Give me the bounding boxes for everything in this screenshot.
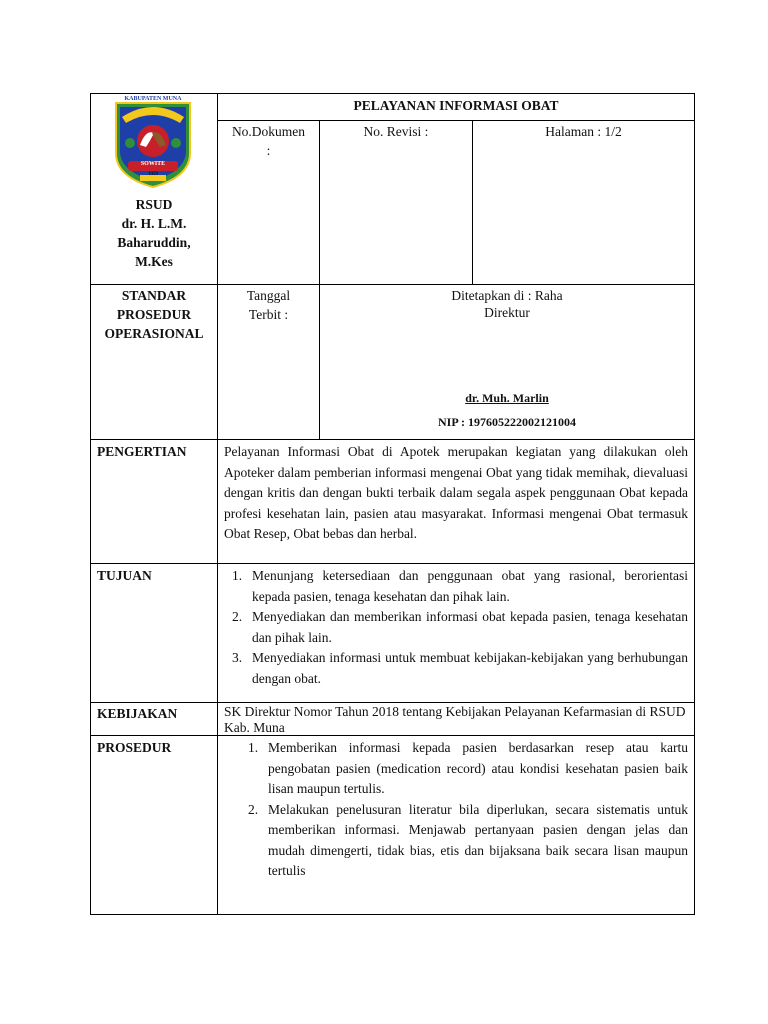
kebijakan-label: KEBIJAKAN <box>97 706 178 721</box>
label-column-rule <box>217 93 218 915</box>
hospital-line-4: M.Kes <box>135 254 173 269</box>
prosedur-list <box>240 738 688 882</box>
list-text: Memberikan informasi kepada pasien berdasarkan resep atau kartu pengobatan pasien (medication record) atau kondisi kesehatan pasien baik lisan maupun tertulis. <box>268 740 688 796</box>
spo-line-1: STANDAR <box>121 288 187 303</box>
no-dokumen-text: No.Dokumen <box>231 124 306 139</box>
list-item <box>240 800 688 882</box>
kebijakan-text: SK Direktur Nomor Tahun 2018 tentang Kebijakan Pelayanan Kefarmasian di RSUD Kab. Muna <box>224 704 686 735</box>
hospital-line-1: RSUD <box>135 197 173 212</box>
row-rule-tujuan <box>90 563 695 564</box>
tujuan-label: TUJUAN <box>97 568 152 583</box>
list-item <box>224 648 688 689</box>
signer-nip: NIP : 197605222002121004 <box>438 415 576 429</box>
hospital-name <box>92 195 216 271</box>
no-revisi-label: No. Revisi : <box>363 124 429 139</box>
tujuan-list <box>224 566 688 689</box>
list-number: 2. <box>248 801 259 817</box>
list-number: 3. <box>232 650 243 665</box>
sop-document <box>90 93 695 915</box>
row-rule-pengertian <box>90 439 695 440</box>
ditetapkan-text: Ditetapkan di : Raha <box>451 288 563 303</box>
list-text: Menunjang ketersediaan dan penggunaan obat yang rasional, berorientasi kepada pasien, tenaga kesehatan dan pihak lain. <box>252 568 688 604</box>
list-item <box>240 738 688 800</box>
list-number: 2. <box>232 609 243 624</box>
row-rule-kebijakan <box>90 702 695 703</box>
table-border-left <box>90 93 91 915</box>
list-number: 1. <box>232 568 243 583</box>
document-title: PELAYANAN INFORMASI OBAT <box>353 98 559 113</box>
list-item <box>224 607 688 648</box>
hospital-line-3: Baharuddin, <box>117 235 191 250</box>
table-border-right <box>694 93 695 915</box>
logo-motto: SOWITE <box>140 161 166 167</box>
list-text: Menyediakan dan memberikan informasi obat kepada pasien, tenaga kesehatan dan pihak lain. <box>252 609 688 645</box>
pengertian-label: PENGERTIAN <box>97 444 187 459</box>
tanggal-terbit-label <box>218 286 319 324</box>
table-border-top <box>90 93 695 94</box>
no-dokumen-colon: : <box>266 143 271 158</box>
spo-line-3: OPERASIONAL <box>104 326 204 341</box>
list-text: Melakukan penelusuran literatur bila diperlukan, secara sistematis untuk memberikan informasi. Menjawab pertanyaan pasien dengan jelas dan mudah dimengerti, tidak bias, etis dan bijaksana baik secara lisan maupun tertulis <box>268 801 688 878</box>
signer-name: dr. Muh. Marlin <box>465 391 549 405</box>
list-item <box>224 566 688 607</box>
jabatan-text: Direktur <box>484 305 530 320</box>
tanggal-line-1: Tanggal <box>246 288 291 303</box>
pengertian-text: Pelayanan Informasi Obat di Apotek merupakan kegiatan yang dilakukan oleh Apoteker dalam pemberian informasi mengenai Obat yang tidak memihak, dievaluasi dengan kritis dan dengan bukti terbaik dalam segala aspek penggunaan Obat kepada profesi kesehatan lain, pasien atau masyarakat. Informasi mengenai Obat termasuk Obat Resep, Obat bebas dan herbal. <box>224 444 688 541</box>
list-number: 1. <box>248 740 259 755</box>
spo-line-2: PROSEDUR <box>116 307 192 322</box>
halaman-label: Halaman : 1/2 <box>545 124 622 139</box>
tanggal-line-2: Terbit : <box>248 307 289 322</box>
list-text: Menyediakan informasi untuk membuat kebijakan-kebijakan yang berhubungan dengan obat. <box>252 650 688 686</box>
spo-label <box>92 286 216 343</box>
col-rule-2 <box>472 120 473 285</box>
title-rule <box>217 120 695 121</box>
hospital-line-2: dr. H. L.M. <box>121 216 187 231</box>
table-border-bottom <box>90 914 695 915</box>
logo-year: 1959 <box>148 172 158 177</box>
logo-top-text: KABUPATEN MUNA <box>124 96 182 102</box>
row-rule-spo <box>90 284 695 285</box>
no-dokumen-label <box>218 122 319 160</box>
prosedur-label: PROSEDUR <box>97 740 172 755</box>
